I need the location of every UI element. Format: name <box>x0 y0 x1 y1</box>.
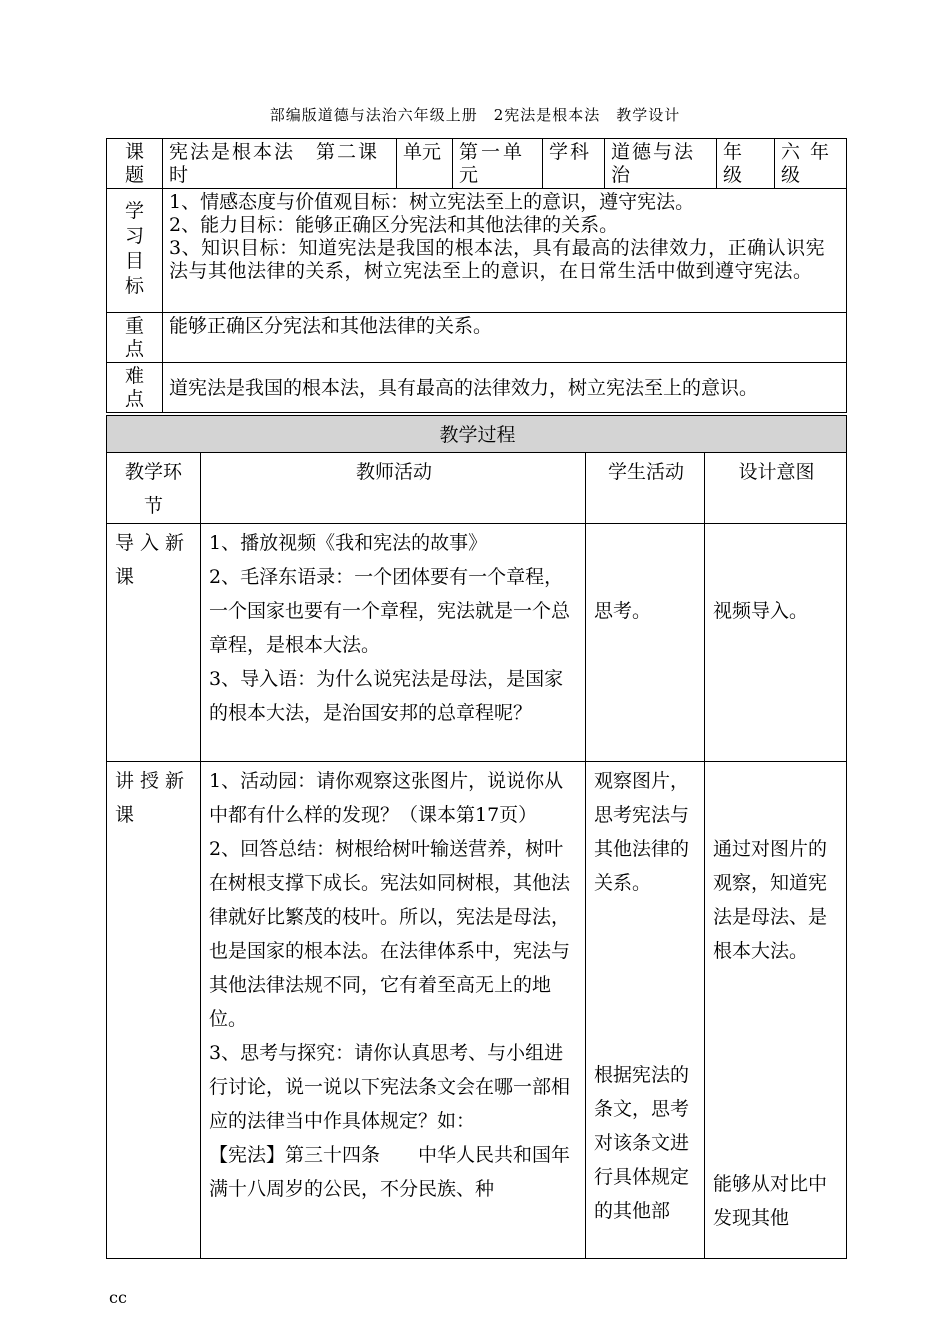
teacher-activity-cell: 1、活动园：请你观察这张图片，说说你从中都有什么样的发现？（课本第17页） 2、回答总结：树根给树叶输送营养，树叶在树根支撑下成长。宪法如同树根，其他法律就好比繁茂的枝叶。所以，宪法是母法，也是国家的根本法。在法律体系中，宪法与其他法律法规不同，它有着至高无上的地位。 3、思考与探究：请你认真思考、与小组进行讨论，说一说以下宪法条文会在哪一部相应的法律当中作具体规定？如： 【宪法】第三十四条 中华人民共和国年满十八周岁的公民，不分民族、种 <box>201 762 586 1259</box>
key-point-content: 能够正确区分宪法和其他法律的关系。 <box>163 313 847 363</box>
teaching-process-table <box>106 415 847 1259</box>
footer-text: cc <box>109 1288 127 1307</box>
subject-label: 学科 <box>543 139 605 189</box>
header-student: 学生活动 <box>586 453 705 524</box>
page-title: 部编版道德与法治六年级上册 2宪法是根本法 教学设计 <box>269 106 681 124</box>
grade-label: 年级 <box>717 139 775 189</box>
teacher-activity-cell: 1、播放视频《我和宪法的故事》 2、毛泽东语录：一个团体要有一个章程，一个国家也要有一个章程，宪法就是一个总章程，是根本大法。 3、导入语：为什么说宪法是母法，是国家的根本大法，是治国安邦的总章程呢？ <box>201 524 586 762</box>
objectives-label: 学习目标 <box>107 189 163 313</box>
stage-cell: 导入新课 <box>107 524 201 762</box>
header-teacher: 教师活动 <box>201 453 586 524</box>
difficulty-label: 难点 <box>107 363 163 413</box>
objective-item: 2、能力目标：能够正确区分宪法和其他法律的关系。 <box>169 214 619 236</box>
design-intent-cell: 通过对图片的观察，知道宪法是母法、是根本大法。 能够从对比中发现其他 <box>705 762 847 1259</box>
key-point-label: 重点 <box>107 313 163 363</box>
topic-label: 课题 <box>107 139 163 189</box>
subject-value: 道德与法治 <box>605 139 717 189</box>
table-row <box>107 524 847 762</box>
objectives-content <box>163 189 847 313</box>
header-stage: 教学环节 <box>107 453 201 524</box>
unit-label: 单元 <box>397 139 453 189</box>
header-intent: 设计意图 <box>705 453 847 524</box>
objective-item: 3、知识目标：知道宪法是我国的根本法，具有最高的法律效力，正确认识宪法与其他法律的关系，树立宪法至上的意识，在日常生活中做到遵守宪法。 <box>169 237 826 282</box>
design-intent-cell: 视频导入。 <box>705 524 847 762</box>
student-activity-cell: 思考。 <box>586 524 705 762</box>
student-activity-cell: 观察图片，思考宪法与其他法律的关系。 根据宪法的条文，思考对该条文进行具体规定的其他部 <box>586 762 705 1259</box>
objective-item: 1、情感态度与价值观目标：树立宪法至上的意识，遵守宪法。 <box>169 191 695 213</box>
difficulty-content: 道宪法是我国的根本法，具有最高的法律效力，树立宪法至上的意识。 <box>163 363 847 413</box>
grade-value: 六年级 <box>775 139 847 189</box>
unit-value: 第一单元 <box>453 139 543 189</box>
stage-cell: 讲授新课 <box>107 762 201 1259</box>
course-info-table <box>106 138 847 413</box>
process-title: 教学过程 <box>107 416 847 453</box>
table-row <box>107 762 847 1259</box>
topic-value: 宪法是根本法 第二课时 <box>163 139 397 189</box>
